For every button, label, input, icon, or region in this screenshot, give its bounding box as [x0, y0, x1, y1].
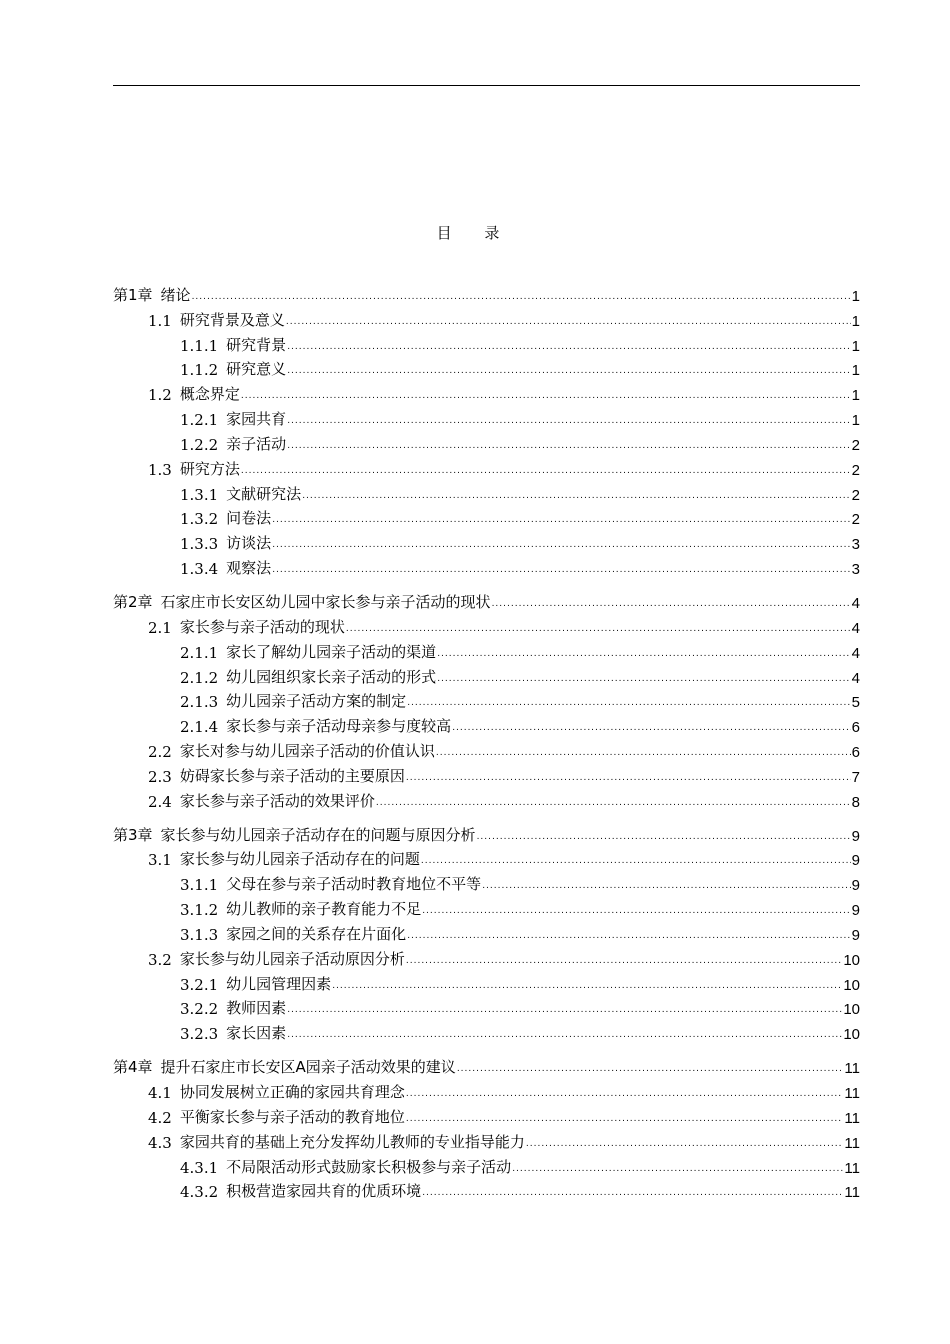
- toc-section-entry[interactable]: [113, 711, 860, 736]
- dot-leader: [241, 467, 851, 479]
- toc-section-entry[interactable]: [113, 662, 860, 687]
- dot-leader: [406, 1115, 844, 1127]
- dot-leader: [287, 417, 850, 429]
- toc-entry-title: 概念界定: [179, 385, 240, 404]
- toc-entry-number: 3.1: [148, 851, 172, 870]
- toc-section-entry[interactable]: [113, 404, 860, 429]
- toc-section-entry[interactable]: [113, 944, 860, 969]
- dot-leader: [287, 1006, 842, 1018]
- toc-section-entry[interactable]: [113, 1127, 860, 1152]
- dot-leader: [286, 318, 851, 330]
- dot-leader: [376, 799, 851, 811]
- toc-entry-title: 幼儿园组织家长亲子活动的形式: [226, 667, 437, 686]
- toc-entry-number: 1.2: [148, 386, 172, 405]
- toc-section-entry[interactable]: [113, 919, 860, 944]
- toc-page-number: 1: [851, 337, 860, 355]
- toc-section-entry[interactable]: [113, 1152, 860, 1177]
- toc-section-entry[interactable]: [113, 869, 860, 894]
- toc-entry-title: 研究背景及意义: [179, 310, 285, 329]
- toc-entry-title: 家长对参与幼儿园亲子活动的价值认识: [179, 742, 435, 761]
- toc-page-number: 9: [851, 926, 860, 944]
- toc-page-number: 4: [851, 619, 860, 637]
- toc-page-number: 1: [851, 412, 860, 430]
- dot-leader: [436, 749, 851, 761]
- dot-leader: [272, 516, 850, 528]
- toc-entry-title: 不局限活动形式鼓励家长积极参与亲子活动: [226, 1157, 512, 1176]
- dot-leader: [407, 699, 850, 711]
- toc-page-number: 1: [851, 287, 860, 305]
- toc-entry-number: 2.1: [148, 618, 172, 637]
- toc-entry-title: 观察法: [226, 559, 272, 578]
- dot-leader: [477, 833, 851, 845]
- toc-page-number: 11: [844, 1184, 860, 1202]
- toc-entry-title: 问卷法: [226, 509, 272, 528]
- toc-section-entry[interactable]: [113, 504, 860, 529]
- dot-leader: [287, 442, 850, 454]
- toc-entry-title: 妨碍家长参与亲子活动的主要原因: [179, 766, 405, 785]
- toc-section-entry[interactable]: [113, 687, 860, 712]
- dot-leader: [421, 857, 851, 869]
- toc-entry-title: 家长参与幼儿园亲子活动存在的问题: [179, 850, 420, 869]
- dot-leader: [332, 982, 842, 994]
- toc-page-number: 4: [851, 669, 860, 687]
- toc-page-number: 9: [851, 827, 860, 845]
- toc-page-number: 11: [844, 1060, 860, 1078]
- toc-page-number: 11: [844, 1159, 860, 1177]
- toc-entry-number: 1.2.2: [180, 435, 219, 454]
- dot-leader: [492, 600, 851, 612]
- toc-entry-number: 2.2: [148, 743, 172, 762]
- toc-entry-number: 1.3.4: [180, 560, 219, 579]
- toc-page-number: 3: [851, 536, 860, 554]
- toc-page-number: 11: [844, 1134, 860, 1152]
- dot-leader: [241, 392, 851, 404]
- toc-page-number: 1: [851, 387, 860, 405]
- toc-entry-title: 绪论: [160, 285, 191, 304]
- toc-entry-number: 1.1.2: [180, 361, 219, 380]
- toc-section-entry[interactable]: [113, 1102, 860, 1127]
- toc-entry-title: 积极营造家园共育的优质环境: [226, 1182, 422, 1201]
- toc-section-entry[interactable]: [113, 379, 860, 404]
- dot-leader: [457, 1065, 844, 1077]
- toc-entry-title: 家长参与亲子活动的现状: [179, 617, 345, 636]
- dot-leader: [192, 293, 851, 305]
- toc-page-number: 2: [851, 511, 860, 529]
- toc-entry-title: 父母在参与亲子活动时教育地位不平等: [226, 875, 482, 894]
- toc-page-number: 1: [851, 312, 860, 330]
- dot-leader: [406, 957, 842, 969]
- dot-leader: [482, 882, 850, 894]
- toc-page-number: 9: [851, 902, 860, 920]
- table-of-contents: [113, 280, 860, 1201]
- toc-entry-number: 3.1.1: [180, 876, 219, 895]
- toc-entry-number: 2.1.2: [180, 668, 219, 687]
- toc-entry-number: 4.2: [148, 1108, 172, 1127]
- toc-page-number: 2: [851, 461, 860, 479]
- toc-entry-title: 家长了解幼儿园亲子活动的渠道: [226, 642, 437, 661]
- toc-page-number: 6: [851, 744, 860, 762]
- toc-section-entry[interactable]: [113, 479, 860, 504]
- toc-page-number: 10: [843, 976, 860, 994]
- toc-page-number: 9: [851, 877, 860, 895]
- toc-page-number: 10: [843, 1001, 860, 1019]
- dot-leader: [287, 1031, 842, 1043]
- toc-entry-title: 文献研究法: [226, 484, 302, 503]
- toc-entry-title: 家园之间的关系存在片面化: [226, 924, 407, 943]
- toc-page-number: 11: [844, 1109, 860, 1127]
- toc-entry-title: 家园共育: [226, 410, 287, 429]
- toc-entry-number: 2.1.1: [180, 643, 219, 662]
- dot-leader: [437, 675, 850, 687]
- toc-entry-number: 1.3.2: [180, 510, 219, 529]
- dot-leader: [422, 1189, 843, 1201]
- toc-section-entry[interactable]: [113, 994, 860, 1019]
- toc-section-entry[interactable]: [113, 330, 860, 355]
- toc-entry-number: 1.2.1: [180, 411, 219, 430]
- toc-page-number: 6: [851, 719, 860, 737]
- toc-entry-number: 第1章: [113, 285, 153, 304]
- dot-leader: [526, 1140, 844, 1152]
- toc-section-entry[interactable]: [113, 305, 860, 330]
- toc-entry-title: 协同发展树立正确的家园共育理念: [179, 1083, 405, 1101]
- toc-section-entry[interactable]: [113, 1018, 860, 1043]
- toc-page-number: 4: [851, 594, 860, 612]
- toc-section-entry[interactable]: [113, 969, 860, 994]
- toc-section-entry[interactable]: [113, 553, 860, 578]
- toc-section-entry[interactable]: [113, 1177, 860, 1202]
- dot-leader: [452, 724, 850, 736]
- toc-entry-number: 3.2.2: [180, 1000, 219, 1019]
- toc-entry-number: 1.3: [148, 460, 172, 479]
- toc-entry-number: 2.1.4: [180, 718, 219, 737]
- toc-entry-number: 2.3: [148, 767, 172, 786]
- toc-entry-title: 幼儿园亲子活动方案的制定: [226, 692, 407, 711]
- dot-leader: [406, 1090, 844, 1102]
- toc-entry-number: 第2章: [113, 592, 153, 611]
- toc-entry-number: 3.2: [148, 950, 172, 969]
- dot-leader: [287, 343, 850, 355]
- toc-entry-number: 4.3: [148, 1133, 172, 1152]
- toc-chapter-entry[interactable]: [113, 280, 860, 305]
- toc-entry-title: 石家庄市长安区幼儿园中家长参与亲子活动的现状: [160, 592, 491, 611]
- toc-entry-title: 研究背景: [226, 335, 287, 354]
- toc-entry-title: 家长因素: [226, 1024, 287, 1043]
- toc-page-number: 10: [843, 1026, 860, 1044]
- toc-page-number: 4: [851, 644, 860, 662]
- header-rule: [113, 85, 860, 86]
- dot-leader: [287, 367, 850, 379]
- toc-entry-number: 1.3.3: [180, 535, 219, 554]
- toc-section-entry[interactable]: [113, 528, 860, 553]
- toc-entry-number: 2.4: [148, 792, 172, 811]
- toc-page-number: 10: [843, 951, 860, 969]
- dot-leader: [512, 1165, 843, 1177]
- toc-page-number: 3: [851, 561, 860, 579]
- toc-entry-number: 3.2.1: [180, 975, 219, 994]
- toc-entry-title: 幼儿教师的亲子教育能力不足: [226, 900, 422, 919]
- toc-entry-title: 研究方法: [179, 459, 240, 478]
- toc-entry-number: 1.3.1: [180, 485, 219, 504]
- toc-entry-title: 平衡家长参与亲子活动的教育地位: [179, 1107, 405, 1126]
- toc-entry-title: 家长参与亲子活动的效果评价: [179, 791, 375, 810]
- toc-section-entry[interactable]: [113, 736, 860, 761]
- toc-section-entry[interactable]: [113, 761, 860, 786]
- toc-chapter-entry[interactable]: [113, 820, 860, 845]
- toc-section-entry[interactable]: [113, 612, 860, 637]
- toc-page-number: 1: [851, 362, 860, 380]
- toc-entry-title: 家长参与幼儿园亲子活动存在的问题与原因分析: [160, 825, 476, 844]
- toc-page-number: 9: [851, 852, 860, 870]
- toc-section-entry[interactable]: [113, 894, 860, 919]
- toc-entry-title: 家长参与亲子活动母亲参与度较高: [226, 717, 452, 736]
- toc-section-entry[interactable]: [113, 637, 860, 662]
- toc-entry-title: 访谈法: [226, 534, 272, 553]
- toc-entry-number: 2.1.3: [180, 693, 219, 712]
- toc-entry-number: 4.1: [148, 1084, 172, 1102]
- toc-entry-number: 3.1.3: [180, 925, 219, 944]
- toc-page-number: 11: [844, 1085, 860, 1102]
- toc-entry-number: 3.2.3: [180, 1025, 219, 1044]
- dot-leader: [346, 625, 851, 637]
- dot-leader: [272, 541, 850, 553]
- toc-section-entry[interactable]: [113, 1077, 860, 1102]
- toc-section-entry[interactable]: [113, 845, 860, 870]
- toc-chapter-entry[interactable]: [113, 587, 860, 612]
- toc-section-entry[interactable]: [113, 355, 860, 380]
- toc-entry-title: 研究意义: [226, 360, 287, 379]
- toc-entry-number: 第3章: [113, 825, 153, 844]
- toc-page-number: 8: [851, 793, 860, 811]
- toc-entry-number: 1.1.1: [180, 336, 219, 355]
- toc-entry-title: 家园共育的基础上充分发挥幼儿教师的专业指导能力: [179, 1132, 525, 1151]
- toc-entry-title: 幼儿园管理因素: [226, 974, 332, 993]
- toc-title: 目 录: [436, 224, 514, 242]
- toc-entry-number: 4.3.2: [180, 1183, 219, 1202]
- toc-entry-number: 第4章: [113, 1058, 153, 1077]
- toc-section-entry[interactable]: [113, 454, 860, 479]
- dot-leader: [406, 774, 851, 786]
- toc-chapter-entry[interactable]: [113, 1052, 860, 1077]
- toc-entry-title: 家长参与幼儿园亲子活动原因分析: [179, 949, 405, 968]
- toc-entry-number: 4.3.1: [180, 1158, 219, 1177]
- toc-entry-number: 3.1.2: [180, 901, 219, 920]
- dot-leader: [407, 932, 850, 944]
- toc-page-number: 7: [851, 768, 860, 786]
- dot-leader: [272, 566, 850, 578]
- toc-entry-number: 1.1: [148, 311, 172, 330]
- toc-page-number: 2: [851, 436, 860, 454]
- dot-leader: [302, 492, 850, 504]
- dot-leader: [437, 650, 850, 662]
- toc-entry-title: 提升石家庄市长安区A园亲子活动效果的建议: [160, 1058, 456, 1077]
- toc-page-number: 5: [851, 694, 860, 712]
- toc-entry-title: 教师因素: [226, 999, 287, 1018]
- toc-section-entry[interactable]: [113, 786, 860, 811]
- toc-section-entry[interactable]: [113, 429, 860, 454]
- toc-page-number: 2: [851, 486, 860, 504]
- dot-leader: [422, 907, 850, 919]
- toc-entry-title: 亲子活动: [226, 434, 287, 453]
